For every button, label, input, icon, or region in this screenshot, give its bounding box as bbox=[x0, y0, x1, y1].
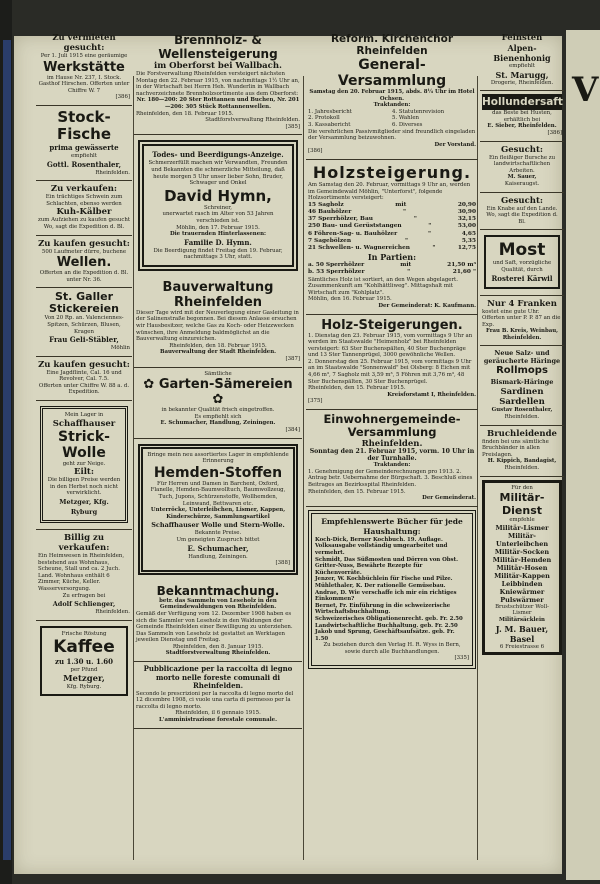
list-item: Pulswärmer bbox=[500, 595, 544, 604]
list-item: Landwirtschaftliche Buchhaltung. geb. Fr. 2.50 bbox=[315, 622, 458, 629]
ad-gesucht-bursche: Gesucht: Ein fleißiger Bursche zu landwirtschaftlichen Arbeiten. M. Sauer, Kaiseraugst. bbox=[480, 142, 564, 193]
blue-binding-edge bbox=[3, 40, 11, 860]
ad-strick-wolle: Mein Lager in Schaffhauser Strick-Wolle geht zur Neige. Eilt: Die billigen Preise werden in den Herbst noch nicht verwirklicht. Metzger, Kfg. Ryburg bbox=[36, 401, 132, 530]
flower-ornament-icon: ✿ bbox=[212, 392, 224, 408]
list-item: Militär-Unterleibchen bbox=[495, 531, 549, 548]
ad-todesanzeige: Todes- und Beerdigungs-Anzeige. Schmerzerfüllt machen wir Verwandten, Freunden und Bekannten die schmerzliche Mitteilung, daß heute morgen 5 Uhr unser lieber Sohn, Bruder, Schwager und Onkel David Hymn, Schreiner, unerwartet rasch im Alter von 53 Jahren verschieden ist. Möhlin, den 17. Februar 1915. Die trauernden Hinterlassenen: Familie D. Hymn. Die Beerdigung findet Freitag den 19. Februar, nachmittags 3 Uhr, statt. bbox=[134, 135, 302, 277]
ad-headline: Hemden-Stoffen bbox=[153, 464, 283, 481]
list-item: Leibbinden bbox=[501, 579, 543, 588]
ad-title: Reform. Kirchenchor Rheinfelden bbox=[330, 33, 454, 57]
table-row: 6 Föhren-Sag- u. Bauhölzer " 4,65 bbox=[308, 230, 476, 237]
ad-haeringe: Neue Salz- und geräucherte Häringe Rollmops Bismark-Häringe Sardinen Sardellen Gustav Rosenthaler, Rheinfelden. bbox=[480, 346, 564, 425]
ad-garten-saemereien: Sämtliche ✿ Garten-Sämereien ✿ in bekannter Qualität frisch eingetroffen. Es empfiehlt sich E. Schumacher, Handlung, Zeiningen. [384] bbox=[134, 368, 302, 439]
ad-headline: Bauverwaltung Rheinfelden bbox=[162, 279, 274, 310]
ad-title: Gesucht: bbox=[500, 195, 544, 206]
ad-heimwesen: Billig zu verkaufen: Ein Heimwesen in Rheinfelden, bestehend aus Wohnhaus, Scheune, Stall und ca. 2 Juch. Land. Wohnhaus enthält 6 Zimmer, Küche, Keller. Wasserversorgung. Zu erfragen bei Adolf Schlienger, Rheinfelden. bbox=[36, 530, 132, 621]
ad-stockfische: Stock-Fische prima gewässerte empfiehlt Gottl. Rosenthaler, Rheinfelden. bbox=[36, 106, 132, 181]
list-item: Militär-Lismer bbox=[495, 523, 549, 532]
list-item: Mühlethaler, K. Der rationelle Gemüsebau. bbox=[315, 582, 446, 589]
ad-title: Zu kaufen gesucht: bbox=[38, 359, 130, 370]
ad-title: Bruchleidende bbox=[487, 428, 557, 439]
ad-title: Empfehlenswerte Bücher für jede Haushaltung: bbox=[321, 516, 463, 536]
ad-title: Pubblicazione per la raccolta di legno morto nelle foreste comunali di Rheinfelden. bbox=[143, 664, 293, 691]
ad-headline: ✿ Garten-Sämereien ✿ bbox=[143, 377, 293, 408]
ad-gesucht-knabe: Gesucht: Ein Knabe auf den Lande. Wo, sagt die Expedition d. Bl. bbox=[480, 193, 564, 231]
table-row: a. 50 Sperrhölzer mit 21,50 m³ bbox=[308, 262, 476, 269]
ad-pubblicazione: Pubblicazione per la raccolta di legno morto nelle foreste comunali di Rheinfelden. Secondo le prescrizioni per la raccolta di legno morto del 12 dicembre 1908, ci vuole una carta di permesso per la raccolta di legno morto. Rheinfelden, il 6 gennaio 1915. L'amministrazione forestale comunale. bbox=[134, 662, 302, 728]
traktanden-list: 1. Jahresbericht 4. Statutenrevision 2. Protokoll 5. Wahlen 3. Kassabericht 6. Diverses bbox=[308, 108, 445, 128]
ad-bienenhonig: Feinsten Alpen-Bienenhonig empfiehlt St. Marugg, Drogerie, Rheinfelden. bbox=[480, 30, 564, 91]
ad-einwohnergemeinde: Einwohnergemeinde-Versammlung Rheinfelden. Sonntag den 21. Februar 1915, vorm. 10 Uhr in der Turnhalle. Traktanden: 1. Genehmigung der Gemeinderechnungen pro 1913. 2. Antrag betr. Uebernahme der Bürgschaft. 3. Beschluß eines Beitrages an Bezirksspital Rheinfelden. Rheinfelden, den 15. Februar 1915. Der Gemeinderat. bbox=[306, 410, 478, 507]
ad-zu-verkaufen: Zu verkaufen: Ein trächtiges Schwein zum Schlachten, ebenso werden Kuh-Kälber zum Aufziehen zu kaufen gesucht Wo, sagt die Expedition d. Bl. bbox=[36, 181, 132, 235]
ad-title: Zu verkaufen: bbox=[50, 184, 118, 195]
table-row: 46 Bauhölzer " 30,90 bbox=[308, 208, 476, 215]
list-item: Militär-Hemden bbox=[492, 555, 552, 564]
column-rule bbox=[303, 76, 304, 860]
ad-headline: Most bbox=[498, 240, 546, 261]
list-item: Militär-Kappen bbox=[494, 571, 550, 580]
ad-headline: St. Galler Stickereien bbox=[49, 290, 119, 316]
list-item: Militär-Hosen bbox=[496, 563, 548, 572]
column-1 bbox=[36, 30, 132, 874]
ad-militaer-dienst: Für den Militär-Dienst empfehle Militär-Lismer Militär-Unterleibchen Militär-Socken Militär-Hemden Militär-Hosen Militär-Kappen Leibbinden Kniewärmer Pulswärmer Brustschützer Woll-Lismer Militärsäcklein J. M. Bauer, Basel 6 Freiestrasse 6 bbox=[480, 477, 564, 660]
ad-bekanntmachung: Bekanntmachung. betr. das Sammeln von Leseholz in den Gemeindewaldungen von Rheinfelden. Gemäß der Verfügung vom 12. Dezember 1908 haben es sich die Sammler von Leseholz in den Waldungen der Gemeinde Rheinfelden einer Bewilligung zu unterziehen. Das Sammeln von Leseholz ist gestattet an Werktagen jeweilen Dienstag und Freitag. Rheinfelden, den 8. Januar 1915. Stadtforstverwaltung Rheinfelden. bbox=[134, 581, 302, 662]
ad-headline: Bekanntmachung. bbox=[156, 583, 280, 598]
table-row: 15 Sagholz mit 20,90 bbox=[308, 201, 476, 208]
ad-holz-steigerungen: Holz-Steigerungen. 1. Dienstag den 23. Februar 1915, vom vormittags 9 Uhr an werden im Staatswalde "Heimenholz" bei Rheinfelden versteigert: 63 Ster Buchenspälten, 40 Ster Buchenpräge und 13 Ster Tannenprügel, 3000 gewöhnliche Wellen. 2. Donnerstag den 25. Februar 1915, vom vormittags 9 Uhr an im Staatswalde "Sonnenwald" bei Olsberg: 8 Eichen mit 4,66 m³, 7 Sagholz mit 3,59 m³, 5 Föhren mit 3,76 m³, 48 Ster Buchenspälten, 30 Ster Buchenprügel. Rheinfelden, den 15. Februar 1915. Kreisforstamt I, Rheinfelden. [375] bbox=[306, 315, 478, 411]
list-item: Jenzer, W. Kochbüchlein für Fische und Pilze. bbox=[315, 576, 453, 583]
adjacent-page-letter: V bbox=[572, 70, 599, 110]
ad-kaffee: Frische Röstung Kaffee zu 1.30 u. 1.60 per Pfund Metzger, Kfg. Ryburg. bbox=[36, 621, 132, 702]
ad-bauverwaltung: Bauverwaltung Rheinfelden Dieser Tage wird mit der Neuverlegung einer Gasleitung in der Salinenstraße begonnen. Bei diesem Anlasse ersuchen wir Hausbesitzer, welche Gas zu Koch- oder Heizzwecken wünschen, ihre Anmeldung baldmöglichst an die Bauverwaltung einzureichen. Rheinfelden, den 18. Februar 1915. Bauverwaltung der Stadt Rheinfelden. [387] bbox=[134, 277, 302, 368]
ad-title: Nur 4 Franken bbox=[487, 298, 557, 309]
ad-hollundersaft: Hollundersaft das Beste bei Husten, erhältlich bei E. Sieber, Rheinfelden. [386] bbox=[480, 91, 564, 141]
ad-headline: Holzsteigerung. bbox=[312, 162, 472, 182]
table-row: 21 Schwellen- u. Wagnereichen " 12,75 bbox=[308, 244, 476, 251]
ad-wellensteigerung: Brennholz- & Wellensteigerung im Oberforst bei Wallbach. Die Forstverwaltung Rheinfelden versteigert nächsten Montag den 22. Februar 1915, von nachmittags 1½ Uhr an, in der Wirtschaft bei Herrn Heh. Wunderlin in Wallbach nachverzeichnete Brennholzsortimente aus dem Oberforst: Nr. 180—200: 20 Ster Rottannen und Buchen, Nr. 201—206: 305 Stück Rottannenwellen. Rheinfelden, den 18. Februar 1915. Stadtforstverwaltung Rheinfelden. [385] bbox=[134, 30, 302, 135]
list-item: Schweizerisches Obligationenrecht. geb. Fr. 2.50 bbox=[315, 615, 463, 622]
table-row: 250 Bau- und Gerüststangen " 53,00 bbox=[308, 223, 476, 230]
holz-table bbox=[308, 202, 476, 252]
ad-headline: Stock-Fische bbox=[56, 107, 112, 143]
ad-headline: Einwohnergemeinde-Versammlung bbox=[323, 412, 461, 440]
flower-ornament-icon: ✿ bbox=[143, 377, 159, 393]
ad-title: Zu kaufen gesucht: bbox=[38, 238, 130, 249]
ad-headline: Strick-Wolle bbox=[58, 428, 110, 461]
ad-headline: Rollmops bbox=[496, 365, 548, 377]
ad-title: Gesucht: bbox=[500, 144, 544, 155]
list-item: Bernet, Fr. Einführung in die schweizerische Wirtschaftsbuchhaltung. bbox=[315, 602, 451, 616]
ad-stickereien: St. Galler Stickereien Von 20 Rp. an. Valenciennes-Spitzen, Schürzen, Blusen, Kragen Frau Geli-Stäbler, Möhlin bbox=[36, 288, 132, 356]
ad-werkstaette: Zu vermieten gesucht: Per 1. Juli 1915 eine geräumige Werkstätte im Hause Nr. 237, I. Stock. Gasthof Hirschen. Offerten unter Chiffre W. 7 [386] bbox=[36, 30, 132, 106]
ad-headline: Kaffee bbox=[53, 637, 115, 658]
ad-bruchleidende: Bruchleidende finden bei uns sämtliche Bruchbänder in allen Preislagen. H. Kippich, Bandagist, Rheinfelden. bbox=[480, 426, 564, 477]
list-item: Jakob und Sprung, Geschäftsaufsätze. geb. Fr. 1.50 bbox=[315, 629, 455, 642]
list-item: Kniewärmer bbox=[499, 587, 545, 596]
ad-title: Todes- und Beerdigungs-Anzeige. bbox=[152, 150, 284, 160]
column-4 bbox=[480, 30, 564, 874]
column-2 bbox=[134, 30, 302, 874]
ad-headline: Werkstätte bbox=[43, 59, 125, 75]
list-item: Gritter-Nuss, Bewährte Rezepte für Küchenvorräte. bbox=[315, 563, 423, 576]
column-3 bbox=[306, 30, 478, 874]
ad-uhr: Nur 4 Franken kostet eine gute Uhr. Offerten unter P. P. 87 an die Exp. Frau B. Kreis, Weinbau, Rheinfelden. bbox=[480, 296, 564, 347]
list-item: Koch-Dick, Berner Kochbuch. 19. Auflage. Volksausgabe vollständig umgearbeitet und vermehrt. bbox=[315, 536, 448, 556]
list-item: Militär-Socken bbox=[494, 547, 550, 556]
ad-holzsteigerung: Holzsteigerung. Am Samstag den 20. Februar, vormittags 9 Uhr an, werden im Gemeindewald Möhlin, "Unterforst", folgende Holzsortimente versteigert: 15 Sagholz mit 20,90 46 Bauhölzer " 30,90 37 Sperrhölzer, Bau " 32,15 250 Bau- und Gerüststangen " 53,00 6 Föhren-Sag- u. Bauhölzer " 4,65 7 Sagebölzen " 5,35 21 Schwellen- u. Wagnereichen " 12,75 In Partien: a. 50 Sperrhölzer mit 21,50 m³ b. 53 Sperrhölzer " 21,60 " Sämtliches Holz ist sortiert, an den Wegen abgelagert. Zusammenkunft am "Kohlhättliweg". Mittagshalt mit Wirtschaft zum "Kohlplatz". Möhlin, den 16. Februar 1915. Der Gemeinderat: K. Kaufmann. bbox=[306, 160, 478, 315]
table-row: 37 Sperrhölzer, Bau " 32,15 bbox=[308, 216, 476, 223]
table-row: 7 Sagebölzen " 5,35 bbox=[308, 237, 476, 244]
list-item: Schmidt, Das Süßmosten und Dörren von Obst. bbox=[315, 556, 458, 563]
adjacent-page-edge bbox=[566, 30, 600, 880]
ad-headline: Brennholz- & Wellensteigerung bbox=[158, 33, 278, 61]
ad-headline: Alpen-Bienenhonig bbox=[493, 43, 551, 63]
ad-title: Zu vermieten gesucht: bbox=[52, 33, 116, 53]
ad-kirchenchor: Reform. Kirchenchor Rheinfelden General-Versammlung Samstag den 20. Februar 1915, abds. 8¼ Uhr im Hotel Ochsen. Traktanden: 1. Jahresbericht 4. Statutenrevision 2. Protokoll 5. Wahlen 3. Kassabericht 6. Diverses Die verehrlichen Passivmitglieder sind freundlich eingeladen der Versammlung beizuwohnen. Der Vorstand. [386] bbox=[306, 30, 478, 160]
ad-hemden-stoffen: Bringe mein neu assortiertes Lager in empfehlende Erinnerung Hemden-Stoffen Für Herren und Damen in Barchent, Oxford, Flanelle, Hemden-Baumwolltuch, Baumwollzeug, Tuch, Jupons, Schürzenstoffe, Wollhemden, Leinwand, Bettwaren etc. Unterröcke, Unterleibchen, Lismer, Kappen, Kinderschürze, Sammlungsartikel Schaffhauser Wolle und Stern-Wolle. Bekannte Preise. Um geneigten Zuspruch bittet E. Schumacher, Handlung, Zeiningen. [388] bbox=[134, 439, 302, 581]
list-item: Andrae, D. Wie verschaffe ich mir ein richtiges Einkommen? bbox=[315, 589, 457, 603]
ad-headline: Militär-Dienst bbox=[499, 491, 545, 518]
ad-title: Billig zu verkaufen: bbox=[58, 533, 110, 554]
deceased-name: David Hymn, bbox=[164, 186, 272, 205]
ad-buecher: Empfehlenswerte Bücher für jede Haushaltung: Koch-Dick, Berner Kochbuch. 19. Auflage. Volksausgabe vollständig umgearbeitet und vermehrt. Schmidt, Das Süßmosten und Dörren von Obst. Gritter-Nuss, Bewährte Rezepte für Küchenvorräte. Jenzer, W. Kochbüchlein für Fische und Pilze. Mühlethaler, K. Der rationelle Gemüsebau. Andrae, D. Wie verschaffe ich mir ein richtiges Einkommen? Bernet, Fr. Einführung in die schweizerische Wirtschaftsbuchhaltung. Schweizerisches Obligationenrecht. geb. Fr. 2.50 Landwirtschaftliche Buchhaltung. geb. Fr. 2.50 Jakob und Sprung, Geschäftsaufsätze. geb. Fr. 1.50 Zu beziehen durch den Verlag H. R. Wyss in Bern, sowie durch alle Buchhandlungen. [335] bbox=[306, 507, 478, 673]
table-row: b. 53 Sperrhölzer " 21,60 " bbox=[308, 269, 476, 276]
ad-wellen: Zu kaufen gesucht: 500 Laufmeter dürre, buchene Wellen. Offerten an die Expedition d. Bl. unter Nr. 36. bbox=[36, 236, 132, 289]
ad-headline: Holz-Steigerungen. bbox=[321, 317, 463, 333]
ad-most: Most und Saft, vorzügliche Qualität, durch Rosterei Kärwil bbox=[480, 230, 564, 295]
ad-jagdflinte: Zu kaufen gesucht: Eine Jagdflinte, Cal. 16 und Revolver, Cal. 7.5. Offerten unter Chiffre W. 88 a. d. Expedition. bbox=[36, 357, 132, 401]
ad-headline: Hollundersaft bbox=[482, 96, 563, 109]
ad-headline: General-Versammlung bbox=[337, 57, 447, 89]
